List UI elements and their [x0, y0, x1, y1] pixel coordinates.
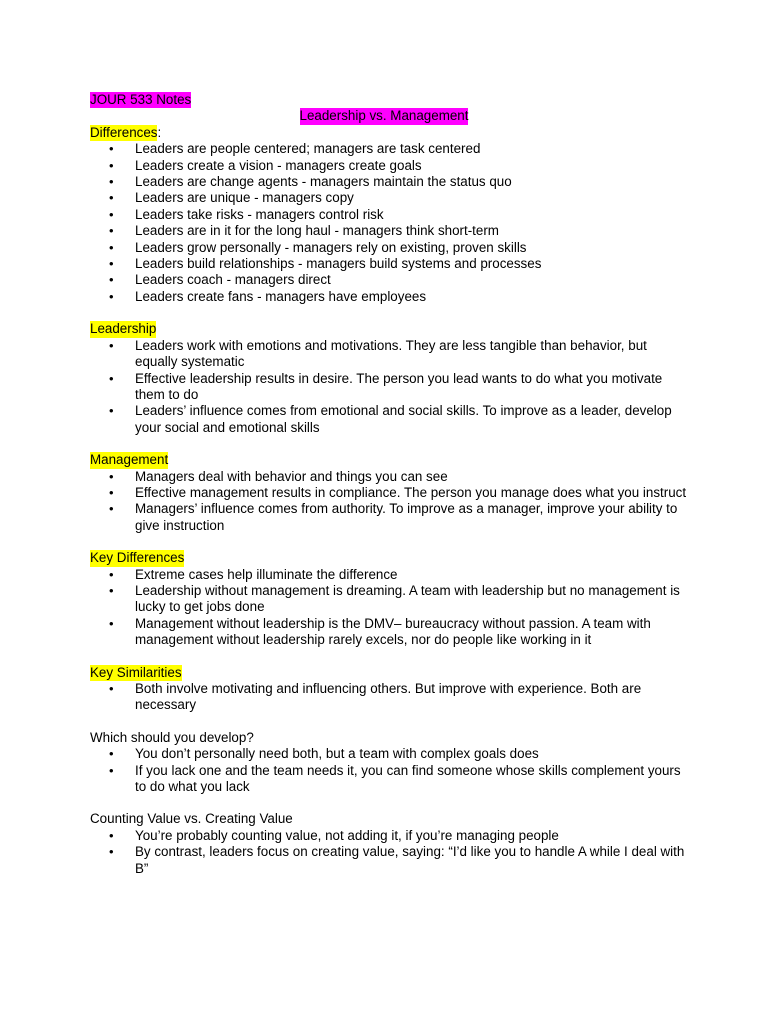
section [90, 811, 690, 877]
bullet-list [90, 338, 690, 436]
section-heading-row [90, 125, 690, 141]
bullet-list [90, 681, 690, 714]
bullet-list [90, 141, 690, 305]
bullet-item: • Leaders are change agents - managers maintain the status quo [90, 174, 690, 190]
title-row [90, 92, 690, 108]
bullet-list [90, 746, 690, 795]
section-heading: Counting Value vs. Creating Value [90, 811, 293, 827]
section-heading-row [90, 321, 690, 337]
document-title: JOUR 533 Notes [90, 92, 192, 107]
bullet-item: • Leaders build relationships - managers build systems and processes [90, 256, 690, 272]
subtitle-row [90, 108, 678, 124]
section-heading: Key Similarities [90, 664, 182, 680]
bullet-item: • Leaders create fans - managers have employees [90, 289, 690, 305]
bullet-item: • Leaders grow personally - managers rely on existing, proven skills [90, 240, 690, 256]
section-heading-row [90, 452, 690, 468]
section [90, 452, 690, 534]
section [90, 730, 690, 796]
bullet-list [90, 828, 690, 877]
bullet-item: • Leadership without management is dreaming. A team with leadership but no management is lucky to get jobs done [90, 583, 690, 616]
section [90, 550, 690, 648]
section-heading: Which should you develop? [90, 729, 254, 745]
bullet-item: • Leaders work with emotions and motivations. They are less tangible than behavior, but equally systematic [90, 338, 690, 371]
bullet-list [90, 567, 690, 649]
section-heading-row [90, 730, 690, 746]
bullet-item: • Leaders’ influence comes from emotional and social skills. To improve as a leader, develop your social and emotional skills [90, 403, 690, 436]
bullet-item: • You don’t personally need both, but a team with complex goals does [90, 746, 690, 762]
section [90, 665, 690, 714]
bullet-item: • Leaders take risks - managers control risk [90, 207, 690, 223]
section [90, 321, 690, 436]
section-heading-suffix: : [157, 124, 162, 140]
section-heading: Management [90, 452, 169, 468]
bullet-item: • Management without leadership is the DMV– bureaucracy without passion. A team with management without leadership rarely excels, nor do people like working in it [90, 616, 690, 649]
section-heading: Differences [90, 124, 158, 140]
bullet-item: • Both involve motivating and influencing others. But improve with experience. Both are necessary [90, 681, 690, 714]
section-gap [90, 795, 690, 811]
bullet-item: • Leaders coach - managers direct [90, 272, 690, 288]
bullet-item: • Extreme cases help illuminate the difference [90, 567, 690, 583]
bullet-item: • Leaders are people centered; managers are task centered [90, 141, 690, 157]
section-gap [90, 436, 690, 452]
section-gap [90, 305, 690, 321]
bullet-item: • By contrast, leaders focus on creating value, saying: “I’d like you to handle A while I deal with B” [90, 844, 690, 877]
bullet-item: • Effective leadership results in desire. The person you lead wants to do what you motivate them to do [90, 371, 690, 404]
bullet-item: • Leaders are unique - managers copy [90, 190, 690, 206]
bullet-item: • Managers deal with behavior and things you can see [90, 469, 690, 485]
section-gap [90, 649, 690, 665]
section-heading: Key Differences [90, 550, 185, 566]
bullet-item: • Managers’ influence comes from authority. To improve as a manager, improve your ability to give instruction [90, 501, 690, 534]
section-heading: Leadership [90, 321, 157, 337]
bullet-item: • Effective management results in compliance. The person you manage does what you instruct [90, 485, 690, 501]
bullet-item: • You’re probably counting value, not adding it, if you’re managing people [90, 828, 690, 844]
bullet-item: • Leaders create a vision - managers create goals [90, 158, 690, 174]
section [90, 125, 690, 305]
bullet-item: • If you lack one and the team needs it, you can find someone whose skills complement yours to do what you lack [90, 763, 690, 796]
section-heading-row [90, 665, 690, 681]
section-gap [90, 714, 690, 730]
document-page [90, 92, 690, 877]
section-heading-row [90, 811, 690, 827]
section-heading-row [90, 550, 690, 566]
bullet-list [90, 469, 690, 535]
document-subtitle: Leadership vs. Management [299, 108, 469, 124]
section-gap [90, 534, 690, 550]
bullet-item: • Leaders are in it for the long haul - managers think short-term [90, 223, 690, 239]
notes-body [90, 125, 690, 877]
